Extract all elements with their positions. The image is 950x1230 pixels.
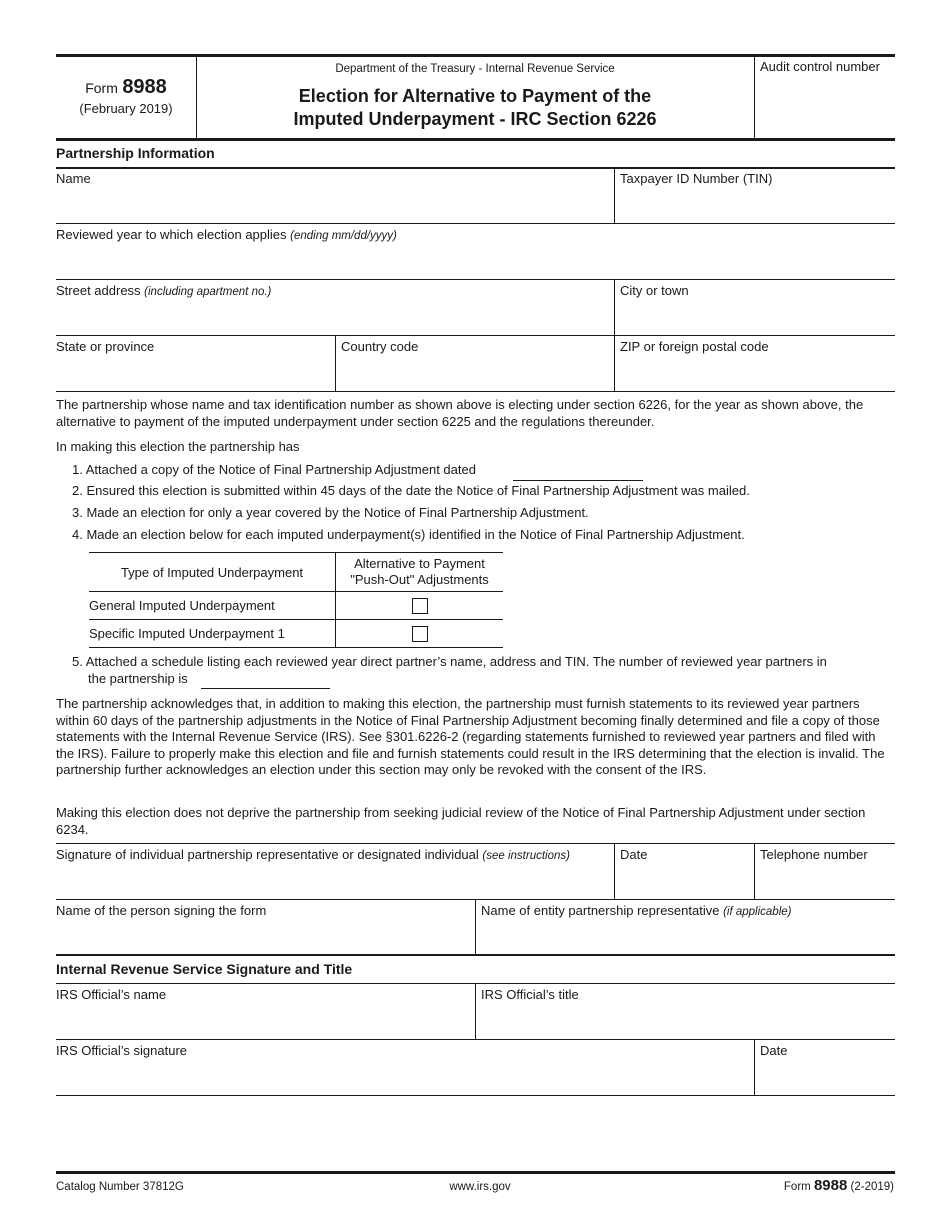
col2-header-line-2: "Push-Out" Adjustments: [350, 572, 489, 587]
irs-date-label: Date: [760, 1043, 788, 1058]
table-row: [89, 620, 503, 648]
zip-input[interactable]: [618, 356, 896, 390]
signature-label: [56, 847, 570, 864]
partner-count-input[interactable]: [201, 670, 332, 690]
tin-label: Taxpayer ID Number (TIN): [620, 171, 773, 186]
street-divider: [614, 280, 615, 335]
irs-name-divider: [475, 984, 476, 1039]
form-title: [196, 85, 754, 131]
country-input[interactable]: [339, 356, 613, 390]
irs-mid-rule: [56, 1039, 895, 1040]
state-label: State or province: [56, 339, 155, 354]
partner-count-underline: [201, 688, 330, 689]
title-line-1: Election for Alternative to Payment of the: [298, 86, 652, 106]
footer-revision: (2-2019): [850, 1181, 894, 1193]
signature-label-text: Signature of individual partnership representative or designated individual: [56, 847, 479, 862]
partnership-rule: [56, 167, 895, 169]
zip-label: ZIP or foreign postal code: [620, 339, 769, 354]
table-header-row: [89, 553, 503, 592]
form-number: 8988: [122, 76, 167, 98]
footer-form-word: Form: [783, 1181, 811, 1193]
street-note: (including apartment no.): [144, 286, 272, 298]
irs-signature-divider: [754, 1040, 755, 1095]
irs-date-input[interactable]: [758, 1060, 896, 1094]
list-item-3: 3. Made an election for only a year covered by the Notice of Final Partnership Adjustment.: [72, 505, 589, 520]
entity-label-text: Name of entity partnership representative: [481, 903, 720, 918]
list-item-1: 1. Attached a copy of the Notice of Final Partnership Adjustment dated: [72, 462, 476, 477]
irs-official-signature-input[interactable]: [58, 1060, 752, 1094]
street-input[interactable]: [58, 300, 612, 334]
telephone-input[interactable]: [758, 864, 896, 898]
signer-divider: [475, 900, 476, 955]
entity-representative-label: [481, 903, 792, 920]
footer-rule: [56, 1171, 895, 1174]
irs-section-title: Internal Revenue Service Signature and Title: [56, 961, 353, 977]
signature-divider-1: [614, 844, 615, 899]
name-label: Name: [56, 171, 91, 186]
row-1-label: General Imputed Underpayment: [89, 592, 336, 620]
reviewed-year-input[interactable]: [58, 244, 612, 278]
list-item-5-line-2: the partnership is: [88, 671, 188, 686]
country-label: Country code: [341, 339, 419, 354]
audit-control-label: Audit control number: [760, 59, 880, 74]
tin-input[interactable]: [618, 188, 896, 222]
reviewed-year-note: (ending mm/dd/yyyy): [290, 230, 397, 242]
name-divider: [614, 168, 615, 223]
col1-header: Type of Imputed Underpayment: [89, 553, 336, 592]
title-line-2: Imputed Underpayment - IRC Section 6226: [293, 109, 657, 129]
irs-official-name-input[interactable]: [58, 1004, 472, 1038]
irs-official-title-label: IRS Official’s title: [481, 987, 579, 1002]
country-divider: [614, 336, 615, 391]
row-rule-4: [56, 391, 895, 392]
form-id: [56, 76, 196, 99]
irs-official-signature-label: IRS Official’s signature: [56, 1043, 188, 1058]
city-input[interactable]: [618, 300, 896, 334]
signer-name-label: Name of the person signing the form: [56, 903, 267, 918]
footer-form-number: 8988: [813, 1177, 848, 1194]
table-row: [89, 592, 503, 620]
row-2-checkbox-cell: [336, 620, 504, 648]
street-label: [56, 283, 271, 300]
entity-note: (if applicable): [723, 906, 792, 918]
row-2-label: Specific Imputed Underpayment 1: [89, 620, 336, 648]
col2-header: [336, 553, 504, 592]
catalog-number: Catalog Number 37812G: [56, 1181, 184, 1193]
irs-official-name-label: IRS Official’s name: [56, 987, 167, 1002]
irs-bottom-rule: [56, 1095, 895, 1096]
judicial-review-paragraph: Making this election does not deprive the partnership from seeking judicial review of the Notice of Final Partnership Adjustment under section 6234.: [56, 805, 866, 837]
irs-official-title-input[interactable]: [479, 1004, 895, 1038]
telephone-label: Telephone number: [760, 847, 868, 862]
list-item-2: 2. Ensured this election is submitted within 45 days of the date the Notice of Final Partnership Adjustment was mailed.: [72, 483, 750, 498]
entity-representative-input[interactable]: [479, 920, 895, 954]
city-label: City or town: [620, 283, 689, 298]
row-1-checkbox-cell: [336, 592, 504, 620]
signature-date-label: Date: [620, 847, 648, 862]
signature-top-rule: [56, 843, 895, 844]
form-word: Form: [85, 80, 118, 96]
signature-divider-2: [754, 844, 755, 899]
specific-imputed-checkbox[interactable]: [412, 626, 428, 642]
audit-control-input[interactable]: [758, 80, 896, 136]
row-rule-2: [56, 279, 895, 280]
making-election-text: In making this election the partnership has: [56, 439, 300, 454]
header-top-rule: [56, 54, 895, 57]
general-imputed-checkbox[interactable]: [412, 598, 428, 614]
notice-date-underline: [513, 480, 643, 481]
irs-website-link[interactable]: www.irs.gov: [449, 1181, 511, 1193]
reviewed-year-text: Reviewed year to which election applies: [56, 227, 287, 242]
signature-date-input[interactable]: [618, 864, 754, 898]
agency-name: Department of the Treasury - Internal Revenue Service: [335, 63, 615, 75]
list-item-4: 4. Made an election below for each imputed underpayment(s) identified in the Notice of Final Partnership Adjustment.: [72, 527, 745, 542]
notice-date-input[interactable]: [513, 462, 645, 482]
reviewed-year-label: [56, 227, 397, 244]
partnership-section-title: Partnership Information: [56, 145, 215, 161]
col2-header-line-1: Alternative to Payment: [354, 556, 485, 571]
irs-top-rule: [56, 954, 895, 956]
footer-form-id: [784, 1177, 894, 1194]
header-divider-right: [754, 56, 755, 139]
header-bottom-rule: [56, 138, 895, 141]
state-divider: [335, 336, 336, 391]
street-text: Street address: [56, 283, 141, 298]
list-item-5-line-1: 5. Attached a schedule listing each reviewed year direct partner’s name, address and TIN. The number of reviewed year partners in: [72, 654, 827, 669]
row-rule-1: [56, 223, 895, 224]
acknowledgment-paragraph: The partnership acknowledges that, in addition to making this election, the partnership must furnish statements to its reviewed year partners within 60 days of the partnership adjustments in the Notice of Final Partnership Adjustment becoming finally determined and file a copy of those statements with the Internal Revenue Service (IRS). See §301.6226-2 (regarding statements furnished to reviewed year partners and filed with the IRS). Failure to properly make this election and file and furnish statements could result in the IRS determining that the election is invalid. The partnership further acknowledges an election under this section may only be revoked with the consent of the IRS.: [56, 696, 885, 777]
row-rule-3: [56, 335, 895, 336]
state-input[interactable]: [58, 356, 334, 390]
intro-paragraph: The partnership whose name and tax identification number as shown above is electing under section 6226, for the year as shown above, the alternative to payment of the imputed underpayment under section 6225 and the regulations thereunder.: [56, 397, 864, 429]
form-revision: (February 2019): [79, 101, 173, 116]
imputed-underpayment-table: [89, 552, 503, 648]
name-input[interactable]: [58, 188, 612, 222]
signature-note: (see instructions): [482, 850, 570, 862]
signer-name-input[interactable]: [58, 920, 472, 954]
signature-input[interactable]: [58, 864, 612, 898]
